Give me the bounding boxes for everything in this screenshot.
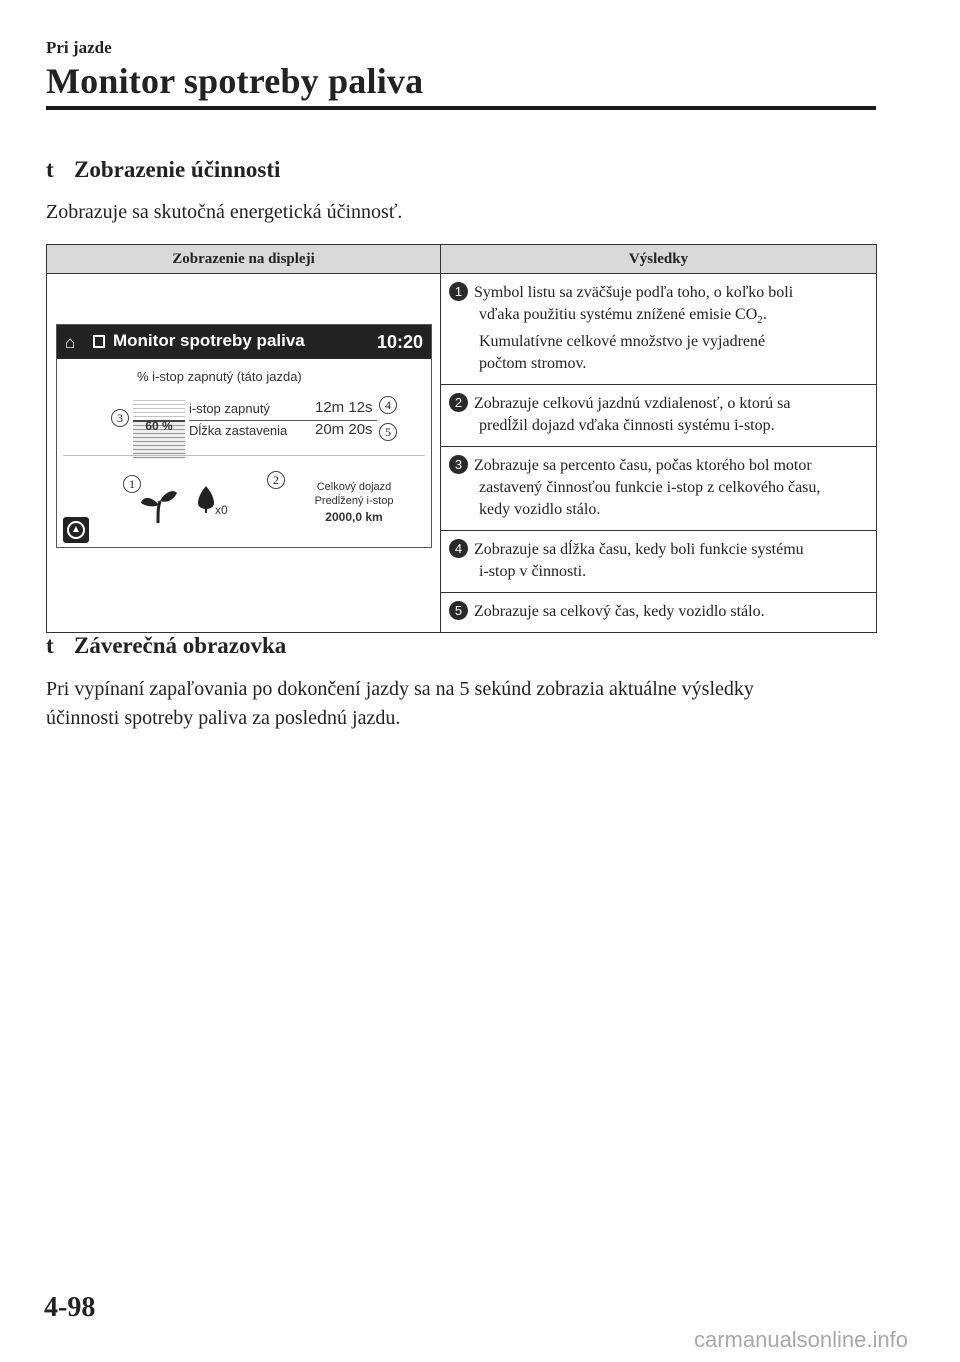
result-text: vďaka použitiu systému znížené emisie CO: [479, 306, 758, 323]
result-line: počtom stromov.: [479, 355, 587, 373]
result-cell-5: [441, 593, 877, 633]
watermark: carmanualsonline.info: [693, 1327, 908, 1352]
stop-duration-value: 20m 20s: [315, 421, 373, 438]
number-badge: 1: [449, 282, 468, 301]
callout-1: 1: [123, 475, 141, 493]
extended-range-value: 2000,0 km: [325, 510, 383, 524]
page-number: 4-98: [44, 1292, 96, 1323]
display-clock: 10:20: [376, 332, 423, 352]
home-icon: ⌂: [65, 333, 76, 352]
tree-icon: [197, 485, 215, 513]
subscript-text: 2: [757, 314, 763, 327]
gauge-percent-label: 60 %: [145, 419, 173, 433]
istop-gauge: [133, 397, 185, 459]
callout-2: 2: [267, 471, 285, 489]
result-line: [449, 601, 868, 623]
up-arrow-button[interactable]: [63, 517, 89, 543]
title-rule: [46, 106, 876, 110]
display-title-bar: [57, 325, 431, 359]
callout-4: 4: [379, 396, 397, 414]
monitor-icon: [93, 335, 105, 348]
display-title: Monitor spotreby paliva: [113, 331, 305, 350]
result-cell-4: [441, 531, 877, 593]
final-screen-paragraph: [46, 675, 876, 733]
bullet-marker: t: [46, 633, 54, 658]
section-kicker: Pri jazde: [46, 38, 112, 57]
column-header-results: Výsledky: [441, 245, 877, 274]
result-cell-2: [441, 385, 877, 447]
display-subtitle: % i-stop zapnutý (táto jazda): [137, 369, 302, 384]
sprout-icon: [139, 485, 179, 525]
table-header-row: [47, 245, 877, 274]
callout-3: 3: [111, 409, 129, 427]
istop-on-label: i-stop zapnutý: [189, 401, 270, 416]
up-arrow-icon: ▲: [67, 521, 85, 539]
intro-paragraph: Zobrazuje sa skutočná energetická účinnosť.: [46, 201, 403, 223]
result-text: Zobrazuje celkovú jazdnú vzdialenosť, o ktorú sa: [474, 395, 791, 413]
result-text: Zobrazuje sa celkový čas, kedy vozidlo stálo.: [474, 603, 765, 621]
result-text: Zobrazuje sa percento času, počas ktorého bol motor: [474, 457, 812, 475]
result-text: Symbol listu sa zväčšuje podľa toho, o koľko boli: [474, 284, 794, 301]
stop-duration-label: Dĺžka zastavenia: [189, 423, 288, 438]
result-line: kedy vozidlo stálo.: [479, 501, 601, 519]
column-header-display: Zobrazenie na displeji: [47, 245, 441, 274]
paragraph-line: Pri vypínaní zapaľovania po dokončení jazdy sa na 5 sekúnd zobrazia aktuálne výsledky: [46, 678, 754, 700]
result-cell-3: [441, 447, 877, 531]
total-range-label: Celkový dojazd: [316, 481, 392, 493]
subheading-efficiency: [46, 157, 280, 183]
number-badge: 5: [449, 601, 468, 620]
istop-on-value: 12m 12s: [315, 399, 373, 416]
fuel-monitor-display: [56, 324, 432, 548]
number-badge: 4: [449, 539, 468, 558]
result-text: Zobrazuje sa dĺžka času, kedy boli funkcie systému: [474, 541, 804, 559]
subheading-text: Záverečná obrazovka: [74, 633, 287, 658]
result-line: [449, 539, 868, 561]
result-cell-1: [441, 274, 877, 385]
result-line: i-stop v činnosti.: [479, 563, 587, 581]
bullet-marker: t: [46, 157, 54, 182]
number-badge: 3: [449, 455, 468, 474]
subheading-text: Zobrazenie účinnosti: [74, 157, 281, 182]
result-line: vďaka použitiu systému znížené emisie $CO_2$.: [479, 306, 767, 327]
display-divider: [63, 455, 425, 456]
result-line: zastavený činnosťou funkcie i-stop z celkového času,: [479, 479, 821, 497]
paragraph-line: účinnosti spotreby paliva za poslednú jazdu.: [46, 707, 401, 729]
istop-extended-label: Predĺžený i-stop: [314, 495, 394, 507]
tree-count: x0: [215, 503, 228, 517]
result-line: Kumulatívne celkové množstvo je vyjadrené: [479, 333, 766, 351]
subheading-final-screen: [46, 633, 286, 659]
result-line: [449, 282, 868, 304]
page-title: Monitor spotreby paliva: [46, 61, 424, 101]
result-line: [449, 455, 868, 477]
result-line: predĺžil dojazd vďaka činnosti systému i-stop.: [479, 417, 775, 435]
result-line: [449, 393, 868, 415]
number-badge: 2: [449, 393, 468, 412]
callout-5: 5: [379, 423, 397, 441]
